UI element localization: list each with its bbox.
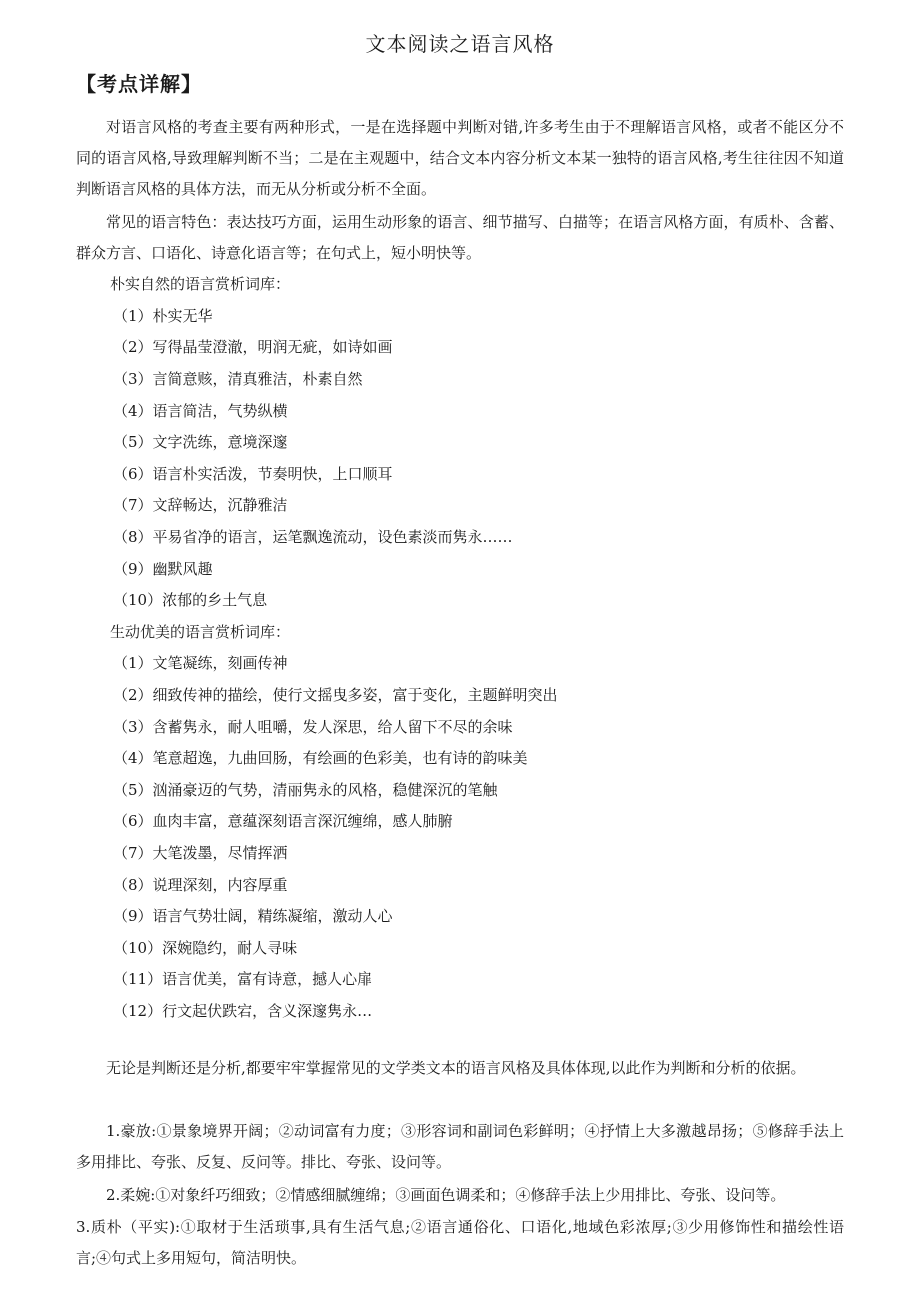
- vivid-lexicon-heading: 生动优美的语言赏析词库：: [110, 623, 291, 641]
- vivid-lexicon-item: （11）语言优美，富有诗意，撼人心扉: [113, 970, 373, 988]
- vivid-lexicon-item: （12）行文起伏跌宕，含义深邃隽永…: [113, 1002, 373, 1020]
- vivid-lexicon-item: （6）血肉丰富，意蕴深刻语言深沉缠绵，感人肺腑: [113, 812, 453, 830]
- style-gentle-paragraph: 2.柔婉:①对象纤巧细致；②情感细腻缠绵；③画面色调柔和；④修辞手法上少用排比、夸张、设问等。: [106, 1186, 786, 1204]
- vivid-lexicon-item: （5）汹涌豪迈的气势，清丽隽永的风格，稳健深沉的笔触: [113, 781, 498, 799]
- plain-lexicon-item: （5）文字洗练，意境深邃: [113, 433, 288, 451]
- vivid-lexicon-item: （10）深婉隐约，耐人寻味: [113, 939, 298, 957]
- plain-lexicon-item: （6）语言朴实活泼，节奏明快，上口顺耳: [113, 465, 393, 483]
- vivid-lexicon-item: （1）文笔凝练，刻画传神: [113, 654, 288, 672]
- plain-lexicon-item: （4）语言简洁，气势纵横: [113, 402, 288, 420]
- plain-lexicon-item: （10）浓郁的乡土气息: [113, 591, 268, 609]
- plain-lexicon-heading: 朴实自然的语言赏析词库：: [110, 275, 291, 293]
- plain-lexicon-item: （1）朴实无华: [113, 307, 213, 325]
- style-plain-paragraph: 3.质朴（平实):①取材于生活琐事,具有生活气息;②语言通俗化、口语化,地域色彩浓厚;③少用修饰性和描绘性语言;④句式上多用短句，简洁明快。: [76, 1218, 844, 1267]
- plain-lexicon-item: （7）文辞畅达，沉静雅洁: [113, 496, 288, 514]
- style-bold-paragraph: 1.豪放:①景象境界开阔；②动词富有力度；③形容词和副词色彩鲜明；④抒情上大多激越昂扬；⑤修辞手法上多用排比、夸张、反复、反问等。排比、夸张、设问等。: [76, 1122, 844, 1171]
- plain-lexicon-item: （9）幽默风趣: [113, 560, 213, 578]
- vivid-lexicon-item: （9）语言气势壮阔，精练凝缩，激动人心: [113, 907, 393, 925]
- section-heading: 【考点详解】: [76, 72, 202, 96]
- vivid-lexicon-item: （2）细致传神的描绘，使行文摇曳多姿，富于变化，主题鲜明突出: [113, 686, 558, 704]
- page-title: 文本阅读之语言风格: [365, 32, 555, 56]
- vivid-lexicon-item: （3）含蓄隽永，耐人咀嚼，发人深思，给人留下不尽的余味: [113, 718, 513, 736]
- intro-paragraph: 对语言风格的考查主要有两种形式，一是在选择题中判断对错,许多考生由于不理解语言风格，或者不能区分不同的语言风格,导致理解判断不当；二是在主观题中，结合文本内容分析文本某一独特的语言风格,考生往往因不知道判断语言风格的具体方法，而无从分析或分析不全面。: [76, 118, 844, 198]
- plain-lexicon-item: （2）写得晶莹澄澈，明润无疵，如诗如画: [113, 338, 393, 356]
- vivid-lexicon-item: （7）大笔泼墨，尽情挥洒: [113, 844, 288, 862]
- vivid-lexicon-item: （4）笔意超逸，九曲回肠，有绘画的色彩美，也有诗的韵味美: [113, 749, 528, 767]
- plain-lexicon-item: （3）言简意赅，清真雅洁，朴素自然: [113, 370, 363, 388]
- features-paragraph: 常见的语言特色：表达技巧方面，运用生动形象的语言、细节描写、白描等；在语言风格方面，有质朴、含蓄、群众方言、口语化、诗意化语言等；在句式上，短小明快等。: [76, 213, 844, 262]
- conclusion-paragraph: 无论是判断还是分析,都要牢牢掌握常见的文学类文本的语言风格及具体体现,以此作为判断和分析的依据。: [106, 1059, 806, 1077]
- vivid-lexicon-item: （8）说理深刻，内容厚重: [113, 876, 288, 894]
- plain-lexicon-item: （8）平易省净的语言，运笔飘逸流动，设色素淡而隽永……: [113, 528, 513, 546]
